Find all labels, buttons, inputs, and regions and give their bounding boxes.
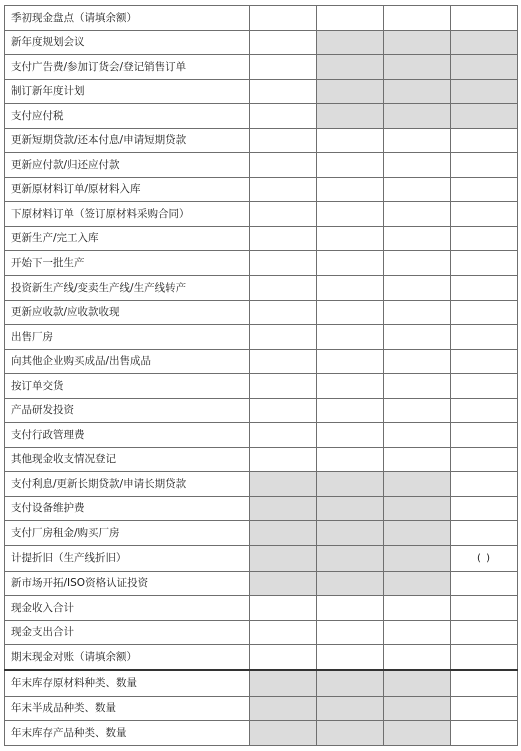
row-label: 向其他企业购买成品/出售成品 [5, 349, 250, 374]
table-row [5, 276, 518, 301]
entry-cell-q3[interactable] [384, 325, 451, 350]
entry-cell-q4[interactable] [451, 496, 518, 521]
entry-cell-q1[interactable] [250, 251, 317, 276]
shaded-cell-q2 [317, 546, 384, 572]
entry-cell-q3[interactable] [384, 645, 451, 671]
table-row [5, 696, 518, 721]
shaded-cell-q1 [250, 472, 317, 497]
shaded-cell-q3 [384, 104, 451, 129]
entry-cell-q1[interactable] [250, 620, 317, 645]
row-label: 更新应收款/应收款收现 [5, 300, 250, 325]
entry-cell-q4[interactable] [451, 202, 518, 227]
row-label: 开始下一批生产 [5, 251, 250, 276]
entry-cell-q2[interactable] [317, 620, 384, 645]
table-row [5, 30, 518, 55]
entry-cell-q2[interactable] [317, 251, 384, 276]
entry-cell-q1[interactable] [250, 447, 317, 472]
row-label: 年末半成品种类、数量 [5, 696, 250, 721]
table-row [5, 423, 518, 448]
entry-cell-q3[interactable] [384, 153, 451, 178]
entry-cell-q3[interactable] [384, 276, 451, 301]
entry-cell-q1[interactable] [250, 423, 317, 448]
entry-cell-q3[interactable] [384, 300, 451, 325]
entry-cell-q4[interactable] [451, 398, 518, 423]
row-label: 支付利息/更新长期贷款/申请长期贷款 [5, 472, 250, 497]
operation-record-sheet [4, 5, 517, 746]
shaded-cell-q4 [451, 55, 518, 80]
entry-cell-q2[interactable] [317, 447, 384, 472]
entry-cell-q1[interactable] [250, 177, 317, 202]
row-label: 按订单交货 [5, 374, 250, 399]
shaded-cell-q1 [250, 521, 317, 546]
shaded-cell-q3 [384, 55, 451, 80]
entry-cell-q4[interactable] [451, 6, 518, 31]
entry-cell-q4[interactable] [451, 571, 518, 596]
shaded-cell-q2 [317, 696, 384, 721]
table-row [5, 374, 518, 399]
entry-cell-q1[interactable] [250, 79, 317, 104]
entry-cell-q4[interactable] [451, 472, 518, 497]
entry-cell-q4[interactable] [451, 423, 518, 448]
shaded-cell-q3 [384, 496, 451, 521]
entry-cell-q2[interactable] [317, 153, 384, 178]
ledger-table [4, 5, 518, 746]
entry-cell-q4[interactable] [451, 153, 518, 178]
entry-cell-q2[interactable] [317, 398, 384, 423]
entry-cell-q1[interactable] [250, 104, 317, 129]
entry-cell-q4[interactable] [451, 300, 518, 325]
table-row [5, 721, 518, 746]
entry-cell-q3[interactable] [384, 447, 451, 472]
entry-cell-q4[interactable] [451, 128, 518, 153]
entry-cell-q3[interactable] [384, 177, 451, 202]
entry-cell-q2[interactable] [317, 202, 384, 227]
table-row [5, 398, 518, 423]
entry-cell-q1[interactable] [250, 128, 317, 153]
shaded-cell-q3 [384, 521, 451, 546]
table-row [5, 325, 518, 350]
entry-cell-q1[interactable] [250, 276, 317, 301]
shaded-cell-q1 [250, 670, 317, 696]
row-label: 支付行政管理费 [5, 423, 250, 448]
shaded-cell-q1 [250, 721, 317, 746]
row-label: 年末库存产品种类、数量 [5, 721, 250, 746]
table-row [5, 447, 518, 472]
ledger-body [5, 6, 518, 746]
entry-cell-q2[interactable] [317, 276, 384, 301]
shaded-cell-q4 [451, 30, 518, 55]
row-label: 新市场开拓/ISO资格认证投资 [5, 571, 250, 596]
entry-cell-q4[interactable] [451, 620, 518, 645]
entry-cell-q4[interactable] [451, 226, 518, 251]
row-label: 更新短期贷款/还本付息/申请短期贷款 [5, 128, 250, 153]
table-row [5, 596, 518, 621]
shaded-cell-q2 [317, 521, 384, 546]
row-label: 年末库存原材料种类、数量 [5, 670, 250, 696]
entry-cell-q1[interactable] [250, 55, 317, 80]
entry-cell-q3[interactable] [384, 620, 451, 645]
shaded-cell-q3 [384, 571, 451, 596]
entry-cell-q2[interactable] [317, 596, 384, 621]
parenthesis-mark: ( ) [477, 552, 491, 564]
entry-cell-q2[interactable] [317, 325, 384, 350]
entry-cell-q4[interactable] [451, 374, 518, 399]
shaded-cell-q3 [384, 696, 451, 721]
table-row [5, 620, 518, 645]
entry-cell-q4[interactable] [451, 276, 518, 301]
entry-cell-q4[interactable] [451, 546, 518, 572]
entry-cell-q4[interactable] [451, 349, 518, 374]
row-label: 季初现金盘点（请填余额） [5, 6, 250, 31]
row-label: 现金收入合计 [5, 596, 250, 621]
table-row [5, 128, 518, 153]
entry-cell-q3[interactable] [384, 596, 451, 621]
entry-cell-q1[interactable] [250, 6, 317, 31]
table-row [5, 496, 518, 521]
row-label: 期末现金对账（请填余额） [5, 645, 250, 671]
entry-cell-q1[interactable] [250, 202, 317, 227]
row-label: 投资新生产线/变卖生产线/生产线转产 [5, 276, 250, 301]
table-row [5, 546, 518, 572]
entry-cell-q4[interactable] [451, 721, 518, 746]
table-row [5, 645, 518, 671]
row-label: 现金支出合计 [5, 620, 250, 645]
shaded-cell-q2 [317, 670, 384, 696]
shaded-cell-q1 [250, 696, 317, 721]
row-label: 更新原材料订单/原材料入库 [5, 177, 250, 202]
entry-cell-q1[interactable] [250, 30, 317, 55]
table-row [5, 202, 518, 227]
shaded-cell-q4 [451, 79, 518, 104]
entry-cell-q2[interactable] [317, 6, 384, 31]
row-label: 新年度规划会议 [5, 30, 250, 55]
shaded-cell-q1 [250, 546, 317, 572]
entry-cell-q3[interactable] [384, 423, 451, 448]
table-row [5, 472, 518, 497]
table-row [5, 6, 518, 31]
shaded-cell-q2 [317, 79, 384, 104]
entry-cell-q1[interactable] [250, 300, 317, 325]
table-row [5, 177, 518, 202]
entry-cell-q2[interactable] [317, 349, 384, 374]
table-row [5, 571, 518, 596]
entry-cell-q3[interactable] [384, 398, 451, 423]
entry-cell-q1[interactable] [250, 153, 317, 178]
entry-cell-q3[interactable] [384, 202, 451, 227]
table-row [5, 55, 518, 80]
row-label: 更新生产/完工入库 [5, 226, 250, 251]
entry-cell-q3[interactable] [384, 251, 451, 276]
shaded-cell-q3 [384, 546, 451, 572]
table-row [5, 153, 518, 178]
row-label: 支付设备维护费 [5, 496, 250, 521]
row-label: 支付厂房租金/购买厂房 [5, 521, 250, 546]
shaded-cell-q2 [317, 30, 384, 55]
entry-cell-q4[interactable] [451, 696, 518, 721]
row-label: 支付广告费/参加订货会/登记销售订单 [5, 55, 250, 80]
entry-cell-q2[interactable] [317, 128, 384, 153]
table-row [5, 251, 518, 276]
row-label: 产品研发投资 [5, 398, 250, 423]
entry-cell-q3[interactable] [384, 6, 451, 31]
table-row [5, 300, 518, 325]
row-label: 下原材料订单（签订原材料采购合同） [5, 202, 250, 227]
entry-cell-q2[interactable] [317, 374, 384, 399]
entry-cell-q1[interactable] [250, 374, 317, 399]
entry-cell-q2[interactable] [317, 300, 384, 325]
entry-cell-q4[interactable] [451, 670, 518, 696]
shaded-cell-q2 [317, 571, 384, 596]
table-row [5, 226, 518, 251]
entry-cell-q4[interactable] [451, 645, 518, 671]
entry-cell-q1[interactable] [250, 226, 317, 251]
row-label: 出售厂房 [5, 325, 250, 350]
row-label: 支付应付税 [5, 104, 250, 129]
shaded-cell-q2 [317, 104, 384, 129]
shaded-cell-q2 [317, 721, 384, 746]
entry-cell-q3[interactable] [384, 374, 451, 399]
shaded-cell-q3 [384, 670, 451, 696]
shaded-cell-q2 [317, 496, 384, 521]
row-label: 计提折旧（生产线折旧） [5, 546, 250, 572]
entry-cell-q4[interactable] [451, 596, 518, 621]
entry-cell-q1[interactable] [250, 325, 317, 350]
entry-cell-q4[interactable] [451, 521, 518, 546]
shaded-cell-q3 [384, 721, 451, 746]
entry-cell-q3[interactable] [384, 128, 451, 153]
entry-cell-q1[interactable] [250, 398, 317, 423]
row-label: 其他现金收支情况登记 [5, 447, 250, 472]
entry-cell-q1[interactable] [250, 645, 317, 671]
entry-cell-q2[interactable] [317, 645, 384, 671]
shaded-cell-q3 [384, 472, 451, 497]
table-row [5, 521, 518, 546]
entry-cell-q2[interactable] [317, 423, 384, 448]
entry-cell-q2[interactable] [317, 226, 384, 251]
entry-cell-q4[interactable] [451, 325, 518, 350]
shaded-cell-q1 [250, 571, 317, 596]
entry-cell-q4[interactable] [451, 447, 518, 472]
entry-cell-q4[interactable] [451, 251, 518, 276]
entry-cell-q3[interactable] [384, 226, 451, 251]
entry-cell-q2[interactable] [317, 177, 384, 202]
entry-cell-q4[interactable] [451, 177, 518, 202]
shaded-cell-q4 [451, 104, 518, 129]
table-row [5, 349, 518, 374]
table-row [5, 104, 518, 129]
shaded-cell-q1 [250, 496, 317, 521]
shaded-cell-q2 [317, 472, 384, 497]
entry-cell-q1[interactable] [250, 596, 317, 621]
shaded-cell-q3 [384, 30, 451, 55]
row-label: 制订新年度计划 [5, 79, 250, 104]
entry-cell-q3[interactable] [384, 349, 451, 374]
shaded-cell-q2 [317, 55, 384, 80]
row-label: 更新应付款/归还应付款 [5, 153, 250, 178]
table-row [5, 79, 518, 104]
entry-cell-q1[interactable] [250, 349, 317, 374]
shaded-cell-q3 [384, 79, 451, 104]
table-row [5, 670, 518, 696]
